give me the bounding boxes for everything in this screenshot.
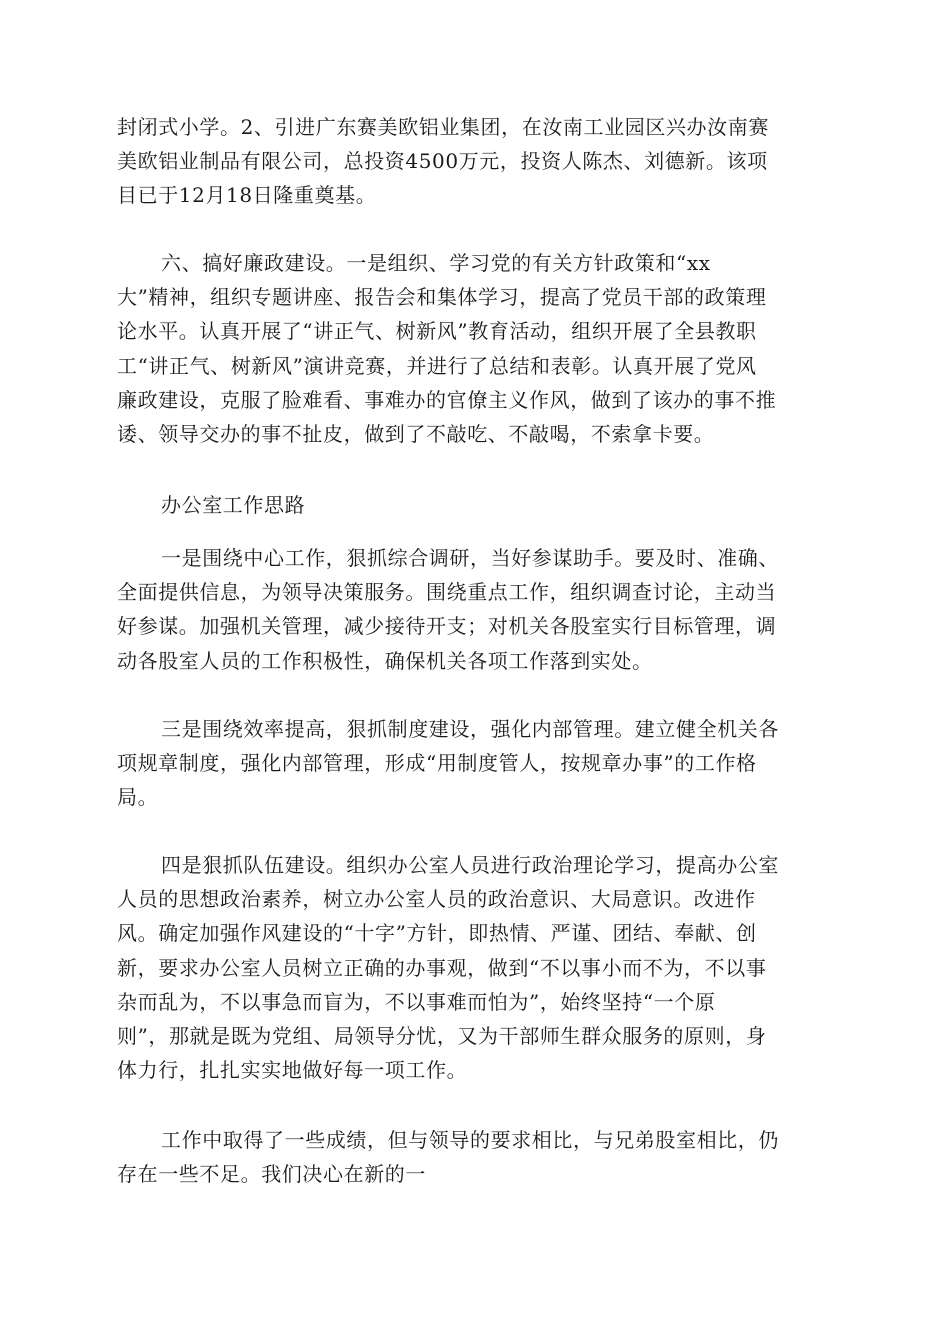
paragraph-continuation [117, 110, 769, 213]
paragraph-efficiency [117, 712, 779, 815]
text-line: 工“讲正气、树新风”演讲竞赛，并进行了总结和表彰。认真开展了党风 [117, 353, 757, 378]
text-line: 工作中取得了一些成绩，但与领导的要求相比，与兄弟股室相比，仍 [161, 1128, 779, 1152]
paragraph-integrity [117, 246, 776, 451]
text-line: 项规章制度，强化内部管理，形成“用制度管人，按规章办事”的工作格 [117, 751, 757, 776]
text-line: 新，要求办公室人员树立正确的办事观，做到“不以事小而不为，不以事 [117, 955, 767, 980]
text-line: 存在一些不足。我们决心在新的一 [117, 1162, 426, 1187]
text-line: 风。确定加强作风建设的“十字”方针，即热情、严谨、团结、奉献、创 [117, 921, 757, 946]
text-line: 体力行，扎扎实实地做好每一项工作。 [117, 1058, 468, 1083]
text-line: 人员的思想政治素养，树立办公室人员的政治意识、大局意识。改进作 [117, 887, 756, 912]
section-heading [117, 488, 305, 522]
text-line: 动各股室人员的工作积极性，确保机关各项工作落到实处。 [117, 648, 653, 673]
text-line: 目已于12月18日隆重奠基。 [117, 183, 377, 208]
paragraph-research [117, 541, 779, 678]
text-line: 四是狠抓队伍建设。组织办公室人员进行政治理论学习，提高办公室 [161, 853, 779, 877]
text-line: 三是围绕效率提高，狠抓制度建设，强化内部管理。建立健全机关各 [161, 717, 779, 741]
paragraph-team [117, 848, 779, 1087]
text-line: 全面提供信息，为领导决策服务。围绕重点工作，组织调查讨论，主动当 [117, 580, 777, 605]
paragraph-conclusion [117, 1123, 779, 1191]
text-line: 六、搞好廉政建设。一是组织、学习党的有关方针政策和“xx [161, 251, 711, 275]
text-line: 一是围绕中心工作，狠抓综合调研，当好参谋助手。要及时、准确、 [161, 546, 779, 570]
text-line: 美欧铝业制品有限公司，总投资4500万元，投资人陈杰、刘德新。该项 [117, 149, 768, 174]
text-line: 大”精神，组织专题讲座、报告会和集体学习，提高了党员干部的政策理 [117, 285, 767, 310]
heading-text: 办公室工作思路 [161, 493, 306, 517]
text-line: 杂而乱为，不以事急而盲为，不以事难而怕为”，始终坚持“一个原 [117, 989, 716, 1014]
text-line: 诿、领导交办的事不扯皮，做到了不敲吃、不敲喝，不索拿卡要。 [117, 421, 715, 446]
text-line: 廉政建设，克服了脸难看、事难办的官僚主义作风，做到了该办的事不推 [117, 387, 777, 412]
text-line: 好参谋。加强机关管理，减少接待开支；对机关各股室实行目标管理，调 [117, 614, 777, 639]
text-line: 则”，那就是既为党组、局领导分忧，又为干部师生群众服务的原则，身 [117, 1023, 767, 1048]
text-line: 论水平。认真开展了“讲正气、树新风”教育活动，组织开展了全县教职 [117, 319, 757, 344]
text-line: 局。 [117, 785, 159, 810]
text-line: 封闭式小学。2、引进广东赛美欧铝业集团，在汝南工业园区兴办汝南赛 [117, 115, 769, 139]
